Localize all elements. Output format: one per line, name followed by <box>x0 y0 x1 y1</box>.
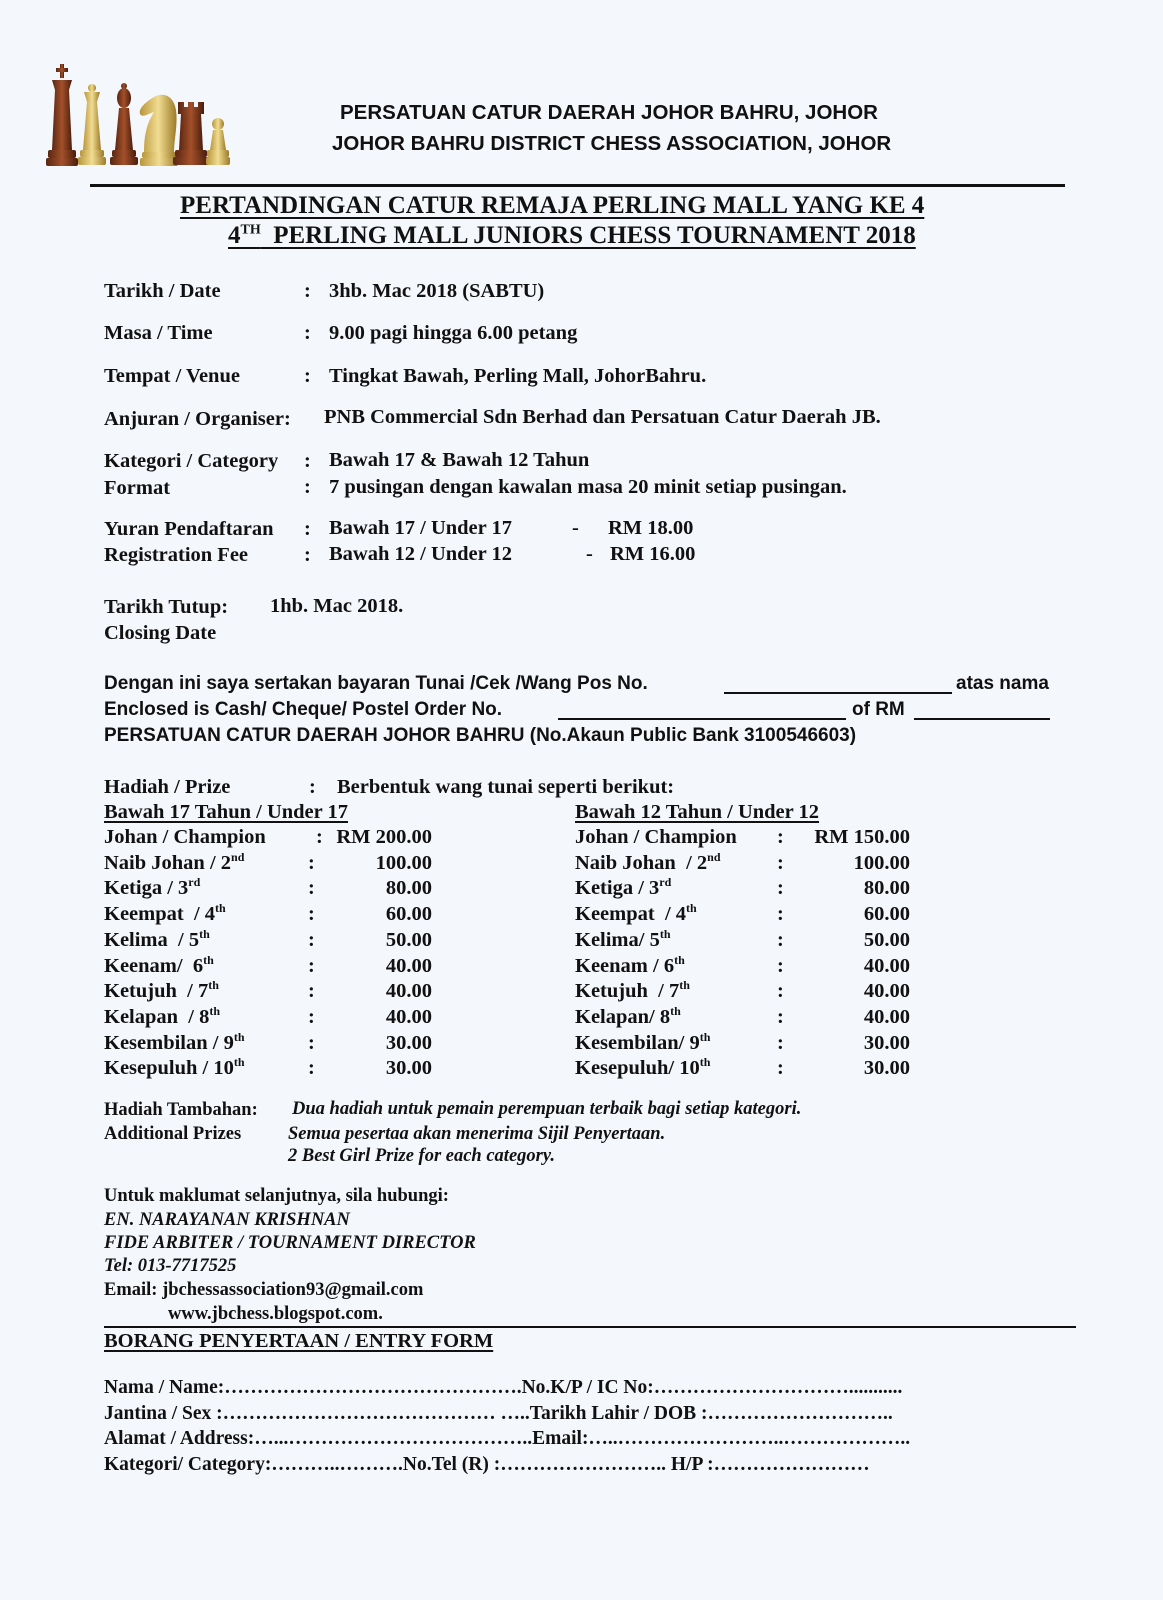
u12-amount: 80.00 <box>863 877 910 900</box>
u12-colon: : <box>777 851 784 874</box>
closing-date-value: 1hb. Mac 2018. <box>270 595 404 617</box>
payment-line-malay: Dengan ini saya sertakan bayaran Tunai /Cek /Wang Pos No. <box>104 673 648 694</box>
chess-pieces-logo <box>44 62 230 174</box>
form-divider <box>104 1326 1076 1328</box>
form-row-sex-dob[interactable]: Jantina / Sex :…………………………………… …..Tarikh Lahir / DOB :……………………….. <box>104 1403 893 1424</box>
payment-line-english: Enclosed is Cash/ Cheque/ Postel Order No. <box>104 699 503 720</box>
additional-label-malay: Hadiah Tambahan: <box>104 1100 258 1120</box>
fee-amount-u12: RM 16.00 <box>610 543 696 565</box>
u17-amount: 60.00 <box>385 903 432 926</box>
payment-of-rm: of RM <box>852 699 905 720</box>
u17-place: Naib Johan / 2nd <box>104 849 245 874</box>
contact-role: FIDE ARBITER / TOURNAMENT DIRECTOR <box>104 1233 476 1253</box>
u12-amount: 100.00 <box>853 851 910 874</box>
u12-place: Kesembilan/ 9th <box>575 1029 711 1054</box>
u17-amount: 100.00 <box>375 851 432 874</box>
u12-amount: 60.00 <box>863 903 910 926</box>
u17-colon: : <box>308 851 315 874</box>
form-row-name-ic[interactable]: Nama / Name:……………………………………….No.K/P / IC No:…………………………........... <box>104 1377 903 1398</box>
entry-form-title: BORANG PENYERTAAN / ENTRY FORM <box>104 1330 494 1352</box>
payee-account: PERSATUAN CATUR DAERAH JOHOR BAHRU (No.Akaun Public Bank 3100546603) <box>104 725 857 746</box>
u17-amount: 50.00 <box>385 928 432 951</box>
u12-colon: : <box>777 877 784 900</box>
u12-colon: : <box>777 903 784 926</box>
prize-description: Berbentuk wang tunai seperti berikut: <box>337 776 675 798</box>
u12-place: Kelapan/ 8th <box>575 1004 681 1028</box>
detail-value-time: 9.00 pagi hingga 6.00 petang <box>329 322 578 344</box>
u17-place: Ketujuh / 7th <box>104 978 219 1003</box>
fee-category-u12: Bawah 12 / Under 12 <box>329 543 513 565</box>
detail-value-date: 3hb. Mac 2018 (SABTU) <box>329 280 545 302</box>
u17-amount: 80.00 <box>385 877 432 900</box>
u12-amount: 30.00 <box>863 1057 910 1080</box>
detail-value-format: 7 pusingan dengan kawalan masa 20 minit setiap pusingan. <box>329 476 847 498</box>
contact-email: Email: jbchessassociation93@gmail.com <box>104 1280 424 1300</box>
detail-colon: : <box>304 450 311 472</box>
u12-amount: 50.00 <box>863 928 910 951</box>
u17-place: Ketiga / 3rd <box>104 875 201 900</box>
additional-line: Semua pesertaa akan menerima Sijil Penyertaan. <box>288 1124 666 1144</box>
u17-colon: : <box>308 877 315 900</box>
detail-label-date: Tarikh / Date <box>104 280 221 302</box>
tournament-title-english: 4TH PERLING MALL JUNIORS CHESS TOURNAMENT 2018 <box>228 222 916 249</box>
fee-colon: : <box>304 518 311 540</box>
u17-place: Johan / Champion <box>104 826 266 848</box>
contact-name: EN. NARAYANAN KRISHNAN <box>104 1210 350 1230</box>
tournament-title-malay: PERTANDINGAN CATUR REMAJA PERLING MALL YANG KE 4 <box>180 192 925 219</box>
u17-amount: 30.00 <box>385 1031 432 1054</box>
u17-place: Kesepuluh / 10th <box>104 1055 245 1080</box>
order-number-blank-english <box>558 718 846 720</box>
u12-amount: 40.00 <box>863 980 910 1003</box>
payment-atas-nama: atas nama <box>956 673 1049 694</box>
u17-colon: : <box>308 1031 315 1054</box>
u17-place: Kelima / 5th <box>104 926 210 951</box>
additional-line: 2 Best Girl Prize for each category. <box>288 1146 556 1166</box>
u17-amount: 40.00 <box>385 954 432 977</box>
detail-colon: : <box>304 476 311 498</box>
fee-dash: - <box>572 517 579 539</box>
detail-label-format: Format <box>104 477 171 499</box>
detail-value-organiser: PNB Commercial Sdn Berhad dan Persatuan Catur Daerah JB. <box>324 406 881 428</box>
amount-blank <box>914 718 1050 720</box>
additional-line: Dua hadiah untuk pemain perempuan terbaik bagi setiap kategori. <box>292 1099 802 1119</box>
detail-value-category: Bawah 17 & Bawah 12 Tahun <box>329 449 590 471</box>
detail-colon: : <box>304 280 311 302</box>
form-row-address-email[interactable]: Alamat / Address:…...………………………………..Email:…..……………………..……………….. <box>104 1428 911 1449</box>
u17-place: Keenam/ 6th <box>104 952 214 977</box>
u12-colon: : <box>777 826 784 848</box>
detail-value-venue: Tingkat Bawah, Perling Mall, JohorBahru. <box>329 365 707 387</box>
u12-colon: : <box>777 980 784 1003</box>
order-number-blank <box>724 692 952 694</box>
form-row-category-tel[interactable]: Kategori/ Category:………..……….No.Tel (R) :…………………….. H/P :…………………… <box>104 1454 870 1475</box>
u17-colon: : <box>308 954 315 977</box>
u12-place: Kesepuluh/ 10th <box>575 1055 711 1080</box>
u17-prize-heading: Bawah 17 Tahun / Under 17 <box>104 801 349 823</box>
closing-label-malay: Tarikh Tutup: <box>104 596 229 618</box>
detail-label-organiser: Anjuran / Organiser: <box>104 408 291 430</box>
u12-amount: 30.00 <box>863 1031 910 1054</box>
u12-prize-heading: Bawah 12 Tahun / Under 12 <box>575 801 820 823</box>
u17-place: Kelapan / 8th <box>104 1004 221 1028</box>
prize-colon: : <box>309 776 316 798</box>
additional-label-english: Additional Prizes <box>104 1124 242 1144</box>
u12-colon: : <box>777 1005 784 1028</box>
contact-tel: Tel: 013-7717525 <box>104 1256 237 1276</box>
u12-colon: : <box>777 1031 784 1054</box>
u12-place: Kelima/ 5th <box>575 926 671 951</box>
contact-intro: Untuk maklumat selanjutnya, sila hubungi: <box>104 1186 449 1206</box>
fee-amount-u17: RM 18.00 <box>608 517 694 539</box>
u12-amount: 40.00 <box>863 1005 910 1028</box>
header-divider <box>90 184 1065 187</box>
u17-place: Keempat / 4th <box>104 901 226 926</box>
u12-place: Naib Johan / 2nd <box>575 849 721 874</box>
u12-place: Ketujuh / 7th <box>575 978 690 1003</box>
u12-colon: : <box>777 1057 784 1080</box>
u12-place: Johan / Champion <box>575 826 737 848</box>
association-name-malay: PERSATUAN CATUR DAERAH JOHOR BAHRU, JOHOR <box>340 101 878 124</box>
u17-amount: 40.00 <box>385 980 432 1003</box>
u17-colon: : <box>308 980 315 1003</box>
u12-place: Keempat / 4th <box>575 901 697 926</box>
u12-colon: : <box>777 928 784 951</box>
contact-website: www.jbchess.blogspot.com. <box>168 1304 383 1324</box>
u12-place: Ketiga / 3rd <box>575 875 672 900</box>
detail-label-category: Kategori / Category <box>104 450 279 472</box>
u17-colon: : <box>308 1057 315 1080</box>
fee-dash: - <box>586 543 593 565</box>
u17-colon: : <box>308 928 315 951</box>
u17-place: Kesembilan / 9th <box>104 1029 245 1054</box>
closing-label-english: Closing Date <box>104 622 217 644</box>
detail-label-venue: Tempat / Venue <box>104 365 240 387</box>
u17-amount: RM 200.00 <box>336 826 432 848</box>
detail-colon: : <box>304 322 311 344</box>
u17-amount: 30.00 <box>385 1057 432 1080</box>
association-name-english: JOHOR BAHRU DISTRICT CHESS ASSOCIATION, JOHOR <box>332 132 892 155</box>
detail-label-time: Masa / Time <box>104 322 213 344</box>
u17-colon: : <box>308 1005 315 1028</box>
u17-colon: : <box>308 903 315 926</box>
u17-colon: : <box>316 826 323 848</box>
detail-colon: : <box>304 365 311 387</box>
fee-colon: : <box>304 544 311 566</box>
prize-label: Hadiah / Prize <box>104 776 231 798</box>
u12-colon: : <box>777 954 784 977</box>
u12-place: Keenam / 6th <box>575 952 685 977</box>
fee-label-malay: Yuran Pendaftaran <box>104 518 274 540</box>
fee-category-u17: Bawah 17 / Under 17 <box>329 517 513 539</box>
u12-amount: RM 150.00 <box>814 826 910 848</box>
u12-amount: 40.00 <box>863 954 910 977</box>
u17-amount: 40.00 <box>385 1005 432 1028</box>
fee-label-english: Registration Fee <box>104 544 249 566</box>
